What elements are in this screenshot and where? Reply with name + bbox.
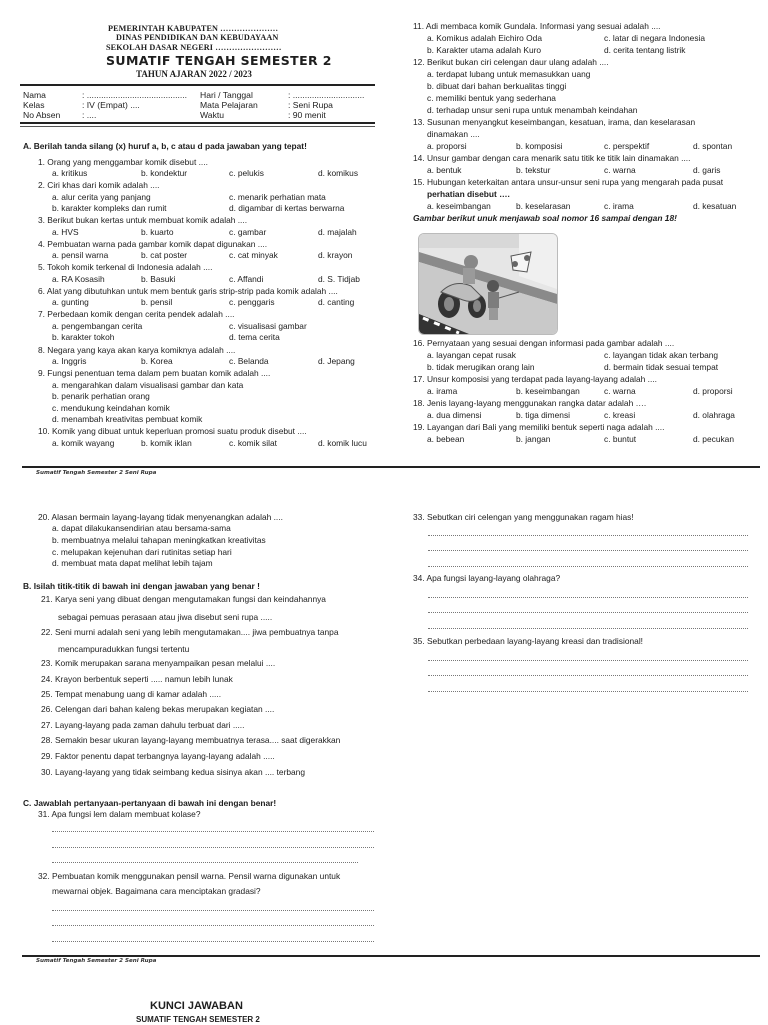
answer-line-32-2[interactable] bbox=[52, 925, 374, 926]
question-25: 25. Tempat menabung uang di kamar adalah ..... bbox=[41, 689, 222, 699]
q10-option-d[interactable]: d. komik lucu bbox=[318, 438, 367, 448]
question-13: 13. Susunan menyangkut keseimbangan, kesatuan, irama, dan keselarasan bbox=[413, 117, 696, 127]
q14-option-b[interactable]: b. tekstur bbox=[516, 165, 551, 175]
q15-option-a[interactable]: a. keseimbangan bbox=[427, 201, 491, 211]
waktu-label: Waktu bbox=[200, 110, 225, 120]
q6-option-a[interactable]: a. gunting bbox=[52, 297, 89, 307]
question-19: 19. Layangan dari Bali yang memiliki bentuk seperti naga adalah .... bbox=[413, 422, 665, 432]
answer-line-32-1[interactable] bbox=[52, 910, 374, 911]
q20-option-c[interactable]: c. melupakan kejenuhan dari rutinitas setiap hari bbox=[52, 547, 232, 557]
q14-option-a[interactable]: a. bentuk bbox=[427, 165, 462, 175]
nama-label: Nama bbox=[23, 90, 46, 100]
q19-option-a[interactable]: a. bebean bbox=[427, 434, 465, 444]
info-values-right bbox=[288, 90, 364, 120]
q3-option-c[interactable]: c. gambar bbox=[229, 227, 267, 237]
q3-option-b[interactable]: b. kuarto bbox=[141, 227, 174, 237]
q2-option-d[interactable]: d. digambar di kertas berwarna bbox=[229, 203, 345, 213]
question-8: 8. Negara yang kaya akan karya komiknya adalah .... bbox=[38, 345, 236, 355]
kite-illustration bbox=[418, 233, 558, 335]
absen-label: No Absen bbox=[23, 110, 61, 120]
q9-option-c[interactable]: c. mendukung keindahan komik bbox=[52, 403, 170, 413]
nama-field[interactable]: : .......................................... bbox=[82, 90, 188, 100]
question-17: 17. Unsur komposisi yang terdapat pada layang-layang adalah .... bbox=[413, 374, 657, 384]
q17-option-b[interactable]: b. keseimbangan bbox=[516, 386, 580, 396]
waktu-value: : 90 menit bbox=[288, 110, 326, 120]
question-24: 24. Krayon berbentuk seperti ..... namun lebih lunak bbox=[41, 674, 233, 684]
image-instruction: Gambar berikut unuk menjawab soal nomor 16 sampai dengan 18! bbox=[413, 213, 677, 223]
info-labels-right bbox=[200, 90, 258, 120]
q17-option-a[interactable]: a. irama bbox=[427, 386, 458, 396]
q11-option-b[interactable]: b. Karakter utama adalah Kuro bbox=[427, 45, 542, 55]
q8-option-c[interactable]: c. Belanda bbox=[229, 356, 269, 366]
question-27: 27. Layang-layang pada zaman dahulu terbuat dari ..... bbox=[41, 720, 245, 730]
q13-option-b[interactable]: b. komposisi bbox=[516, 141, 563, 151]
q3-option-a[interactable]: a. HVS bbox=[52, 227, 79, 237]
q13-option-a[interactable]: a. proporsi bbox=[427, 141, 467, 151]
hari-field[interactable]: : .............................. bbox=[288, 90, 365, 100]
question-23: 23. Komik merupakan sarana menyampaikan pesan melalui .... bbox=[41, 658, 276, 668]
q18-option-c[interactable]: c. kreasi bbox=[604, 410, 636, 420]
q1-option-b[interactable]: b. kondektur bbox=[141, 168, 188, 178]
q14-option-d[interactable]: d. garis bbox=[693, 165, 721, 175]
q4-option-d[interactable]: d. krayon bbox=[318, 250, 353, 260]
q19-option-d[interactable]: d. pecukan bbox=[693, 434, 734, 444]
question-33: 33. Sebutkan ciri celengan yang menggunakan ragam hias! bbox=[413, 512, 634, 522]
q1-option-d[interactable]: d. komikus bbox=[318, 168, 359, 178]
q10-option-a[interactable]: a. komik wayang bbox=[52, 438, 115, 448]
q7-option-d[interactable]: d. tema cerita bbox=[229, 332, 280, 342]
question-4: 4. Pembuatan warna pada gambar komik dapat digunakan .... bbox=[38, 239, 268, 249]
q4-option-b[interactable]: b. cat poster bbox=[141, 250, 188, 260]
question-22-cont: mencampuradukkan fungsi tertentu bbox=[58, 644, 190, 654]
answer-line-35-2[interactable] bbox=[428, 675, 748, 676]
question-32: 32. Pembuatan komik menggunakan pensil warna. Pensil warna digunakan untuk bbox=[38, 871, 341, 881]
answer-line-33-1[interactable] bbox=[428, 535, 748, 536]
q12-option-d[interactable]: d. terhadap unsur seni rupa untuk menambah keindahan bbox=[427, 105, 638, 115]
question-21-cont: sebagai pemuas perasaan atau jiwa disebut seni rupa ..... bbox=[58, 612, 273, 622]
answer-line-33-3[interactable] bbox=[428, 566, 748, 567]
academic-year: TAHUN AJARAN 2022 / 2023 bbox=[136, 69, 252, 79]
question-18: 18. Jenis layang-layang menggunakan rangka datar adalah …. bbox=[413, 398, 647, 408]
page-title: SUMATIF TENGAH SEMESTER 2 bbox=[106, 53, 332, 68]
question-21: 21. Karya seni yang dibuat dengan mengutamakan fungsi dan keindahannya bbox=[41, 594, 326, 604]
mapel-label: Mata Pelajaran bbox=[200, 100, 258, 110]
answer-line-34-2[interactable] bbox=[428, 612, 748, 613]
answer-line-34-1[interactable] bbox=[428, 597, 748, 598]
q4-option-c[interactable]: c. cat minyak bbox=[229, 250, 278, 260]
q7-option-b[interactable]: b. karakter tokoh bbox=[52, 332, 115, 342]
q12-option-a[interactable]: a. terdapat lubang untuk memasukkan uang bbox=[427, 69, 591, 79]
kelas-label: Kelas bbox=[23, 100, 45, 110]
answer-line-32-3[interactable] bbox=[52, 941, 374, 942]
q7-option-a[interactable]: a. pengembangan cerita bbox=[52, 321, 143, 331]
q11-option-c[interactable]: c. latar di negara Indonesia bbox=[604, 33, 706, 43]
question-1: 1. Orang yang menggambar komik disebut .... bbox=[38, 157, 208, 167]
info-labels-left bbox=[23, 90, 60, 120]
q5-option-a[interactable]: a. RA Kosasih bbox=[52, 274, 105, 284]
question-16: 16. Pernyataan yang sesuai dengan informasi pada gambar adalah .... bbox=[413, 338, 675, 348]
answer-key-subtitle: SUMATIF TENGAH SEMESTER 2 bbox=[136, 1015, 260, 1024]
answer-line-31-1[interactable] bbox=[52, 831, 374, 832]
q4-option-a[interactable]: a. pensil warna bbox=[52, 250, 109, 260]
q16-option-c[interactable]: c. layangan tidak akan terbang bbox=[604, 350, 719, 360]
q12-option-c[interactable]: c. memiliki bentuk yang sederhana bbox=[427, 93, 556, 103]
header-department: DINAS PENDIDIKAN DAN KEBUDAYAAN bbox=[116, 33, 279, 42]
question-22: 22. Seni murni adalah seni yang lebih mengutamakan.... jiwa pembuatnya tanpa bbox=[41, 627, 339, 637]
q14-option-c[interactable]: c. warna bbox=[604, 165, 636, 175]
section-a-title: A. Berilah tanda silang (x) huruf a, b, c atau d pada jawaban yang tepat! bbox=[23, 141, 307, 151]
question-11: 11. Adi membaca komik Gundala. Informasi yang sesuai adalah .... bbox=[413, 21, 661, 31]
page2-footer-rule bbox=[22, 955, 760, 957]
q17-option-d[interactable]: d. proporsi bbox=[693, 386, 733, 396]
q15-option-d[interactable]: d. kesatuan bbox=[693, 201, 737, 211]
q11-option-d[interactable]: d. cerita tentang listrik bbox=[604, 45, 686, 55]
question-15-cont: perhatian disebut …. bbox=[427, 189, 510, 199]
info-values-left bbox=[82, 90, 187, 120]
q2-option-c[interactable]: c. menarik perhatian mata bbox=[229, 192, 326, 202]
answer-key-title: KUNCI JAWABAN bbox=[150, 1000, 243, 1012]
answer-line-35-3[interactable] bbox=[428, 691, 748, 692]
answer-line-31-3[interactable] bbox=[52, 862, 358, 863]
answer-line-33-2[interactable] bbox=[428, 550, 748, 551]
question-30: 30. Layang-layang yang tidak seimbang kedua sisinya akan .... terbang bbox=[41, 767, 305, 777]
header-rule-bottom bbox=[20, 122, 375, 124]
q5-option-d[interactable]: d. S. Tidjab bbox=[318, 274, 360, 284]
q11-option-a[interactable]: a. Komikus adalah Eichiro Oda bbox=[427, 33, 542, 43]
q18-option-a[interactable]: a. dua dimensi bbox=[427, 410, 482, 420]
question-13-cont: dinamakan .... bbox=[427, 129, 480, 139]
q19-option-c[interactable]: c. buntut bbox=[604, 434, 637, 444]
q18-option-b[interactable]: b. tiga dimensi bbox=[516, 410, 570, 420]
absen-field[interactable]: : .... bbox=[82, 110, 97, 120]
question-26: 26. Celengan dari bahan kaleng bekas merupakan kegiatan .... bbox=[41, 704, 275, 714]
q20-option-a[interactable]: a. dapat dilakukansendirian atau bersama-sama bbox=[52, 523, 231, 533]
question-2: 2. Ciri khas dari komik adalah .... bbox=[38, 180, 160, 190]
q3-option-d[interactable]: d. majalah bbox=[318, 227, 357, 237]
q10-option-c[interactable]: c. komik silat bbox=[229, 438, 277, 448]
answer-line-35-1[interactable] bbox=[428, 660, 748, 661]
section-b-title: B. Isilah titik-titik di bawah ini dengan jawaban yang benar ! bbox=[23, 581, 260, 591]
q18-option-d[interactable]: d. olahraga bbox=[693, 410, 735, 420]
question-20: 20. Alasan bermain layang-layang tidak menyenangkan adalah .... bbox=[38, 512, 283, 522]
kite-scene-icon bbox=[419, 234, 557, 334]
question-32-cont: mewarnai objek. Bagaimana cara menciptakan gradasi? bbox=[52, 886, 261, 896]
q13-option-d[interactable]: d. spontan bbox=[693, 141, 733, 151]
header-government: PEMERINTAH KABUPATEN ………………… bbox=[108, 24, 279, 33]
question-9: 9. Fungsi penentuan tema dalam pem buatan komik adalah .... bbox=[38, 368, 271, 378]
q20-option-d[interactable]: d. membuat mata dapat melihat lebih tajam bbox=[52, 558, 213, 568]
q17-option-c[interactable]: c. warna bbox=[604, 386, 636, 396]
section-c-title: C. Jawablah pertanyaan-pertanyaan di bawah ini dengan benar! bbox=[23, 798, 277, 808]
q2-option-a[interactable]: a. alur cerita yang panjang bbox=[52, 192, 151, 202]
q1-option-c[interactable]: c. pelukis bbox=[229, 168, 264, 178]
header-rule-top bbox=[20, 84, 375, 86]
kelas-value: : IV (Empat) .... bbox=[82, 100, 140, 110]
q19-option-b[interactable]: b. jangan bbox=[516, 434, 551, 444]
question-29: 29. Faktor penentu dapat terbangnya layang-layang adalah ..... bbox=[41, 751, 275, 761]
q9-option-b[interactable]: b. penarik perhatian orang bbox=[52, 391, 150, 401]
page1-footer-rule bbox=[22, 466, 760, 468]
q6-option-c[interactable]: c. penggaris bbox=[229, 297, 275, 307]
q7-option-c[interactable]: c. visualisasi gambar bbox=[229, 321, 307, 331]
mapel-value: : Seni Rupa bbox=[288, 100, 333, 110]
question-34: 34. Apa fungsi layang-layang olahraga? bbox=[413, 573, 561, 583]
q5-option-b[interactable]: b. Basuki bbox=[141, 274, 176, 284]
q9-option-a[interactable]: a. mengarahkan dalam visualisasi gambar dan kata bbox=[52, 380, 244, 390]
q16-option-d[interactable]: d. bermain tidak sesuai tempat bbox=[604, 362, 719, 372]
q16-option-a[interactable]: a. layangan cepat rusak bbox=[427, 350, 516, 360]
q12-option-b[interactable]: b. dibuat dari bahan berkualitas tinggi bbox=[427, 81, 567, 91]
answer-line-34-3[interactable] bbox=[428, 628, 748, 629]
q6-option-b[interactable]: b. pensil bbox=[141, 297, 173, 307]
q6-option-d[interactable]: d. canting bbox=[318, 297, 355, 307]
question-31: 31. Apa fungsi lem dalam membuat kolase? bbox=[38, 809, 201, 819]
q16-option-b[interactable]: b. tidak merugikan orang lain bbox=[427, 362, 535, 372]
q1-option-a[interactable]: a. kritikus bbox=[52, 168, 88, 178]
question-7: 7. Perbedaan komik dengan cerita pendek adalah .... bbox=[38, 309, 235, 319]
question-35: 35. Sebutkan perbedaan layang-layang kreasi dan tradisional! bbox=[413, 636, 644, 646]
q8-option-a[interactable]: a. Inggris bbox=[52, 356, 87, 366]
header-rule-bottom-thin bbox=[20, 126, 375, 127]
question-6: 6. Alat yang dibutuhkan untuk mem bentuk garis strip-strip pada komik adalah .... bbox=[38, 286, 338, 296]
q15-option-c[interactable]: c. irama bbox=[604, 201, 634, 211]
q13-option-c[interactable]: c. perspektif bbox=[604, 141, 650, 151]
question-28: 28. Semakin besar ukuran layang-layang membuatnya terasa.... saat digerakkan bbox=[41, 735, 341, 745]
q9-option-d[interactable]: d. menambah kreativitas pembuat komik bbox=[52, 414, 203, 424]
question-15: 15. Hubungan keterkaitan antara unsur-unsur seni rupa yang mengarah pada pusat bbox=[413, 177, 724, 187]
q2-option-b[interactable]: b. karakter kompleks dan rumit bbox=[52, 203, 167, 213]
question-14: 14. Unsur gambar dengan cara menarik satu titik ke titik lain dinamakan .... bbox=[413, 153, 691, 163]
page1-footer: Sumatif Tengah Semester 2 Seni Rupa bbox=[36, 470, 157, 476]
hari-label: Hari / Tanggal bbox=[200, 90, 253, 100]
page2-footer: Sumatif Tengah Semester 2 Seni Rupa bbox=[36, 958, 157, 964]
question-10: 10. Komik yang dibuat untuk keperluan promosi suatu produk disebut .... bbox=[38, 426, 307, 436]
q5-option-c[interactable]: c. Affandi bbox=[229, 274, 264, 284]
question-12: 12. Berikut bukan ciri celengan daur ulang adalah .... bbox=[413, 57, 609, 67]
q20-option-b[interactable]: b. membuatnya melalui tahapan meningkatkan kreativitas bbox=[52, 535, 266, 545]
question-5: 5. Tokoh komik terkenal di Indonesia adalah .... bbox=[38, 262, 213, 272]
answer-line-31-2[interactable] bbox=[52, 847, 374, 848]
question-3: 3. Berikut bukan kertas untuk membuat komik adalah .... bbox=[38, 215, 248, 225]
q15-option-b[interactable]: b. keselarasan bbox=[516, 201, 571, 211]
header-school: SEKOLAH DASAR NEGERI …………………… bbox=[106, 43, 282, 52]
q10-option-b[interactable]: b. komik iklan bbox=[141, 438, 192, 448]
q8-option-b[interactable]: b. Korea bbox=[141, 356, 173, 366]
q8-option-d[interactable]: d. Jepang bbox=[318, 356, 355, 366]
